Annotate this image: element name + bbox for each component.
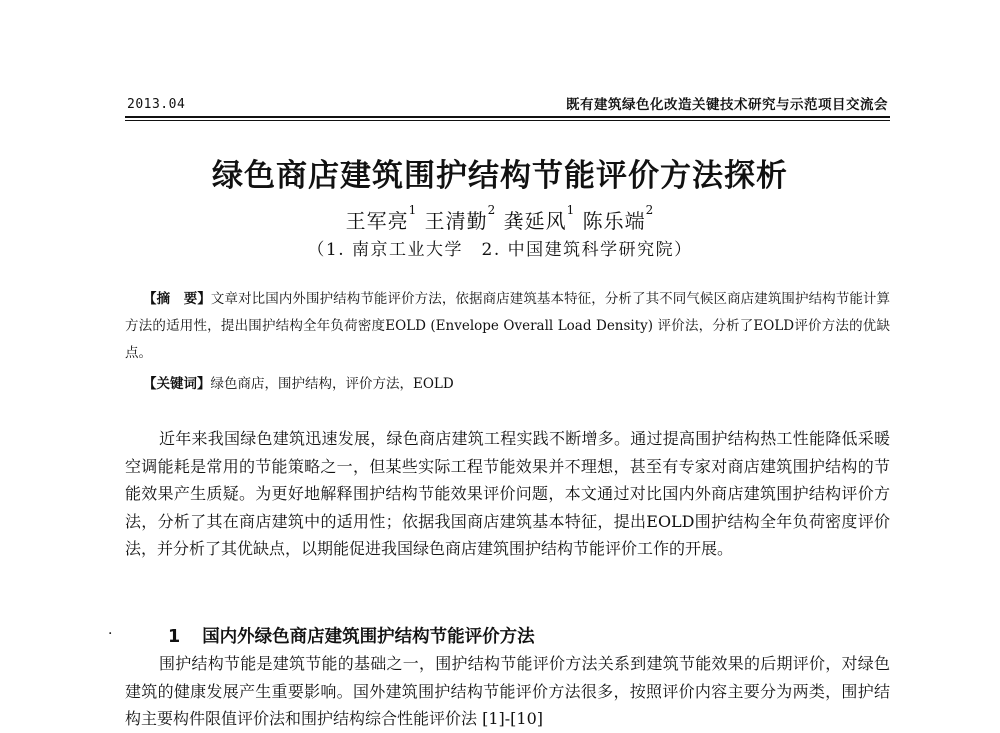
section-paragraph: 围护结构节能是建筑节能的基础之一，围护结构节能评价方法关系到建筑节能效果的后期评价，对绿色建筑的健康发展产生重要影响。国外建筑围护结构节能评价方法很多，按照评价内容主要分为两类，围护结构主要构件限值评价法和围护结构综合性能评价法 [1]-[10] — [125, 654, 890, 728]
abstract-label: 【摘 要】 — [143, 291, 211, 307]
author-affil-mark: 2 — [645, 203, 655, 217]
author-name: 龚延风 — [503, 209, 567, 233]
margin-bullet: · — [108, 626, 113, 642]
author-name: 王军亮 — [345, 209, 409, 233]
journal-date: 2013.04 — [127, 97, 186, 112]
author-affil-mark: 1 — [408, 203, 418, 217]
author-name: 陈乐端 — [582, 209, 646, 233]
intro-paragraph: 近年来我国绿色建筑迅速发展，绿色商店建筑工程实践不断增多。通过提高围护结构热工性能降低采暖空调能耗是常用的节能策略之一，但某些实际工程节能效果并不理想，甚至有专家对商店建筑围护结构的节能效果产生质疑。为更好地解释围护结构节能效果评价问题，本文通过对比国内外商店建筑围护结构评价方法，分析了其在商店建筑中的适用性；依据我国商店建筑基本特征，提出EOLD围护结构全年负荷密度评价法，并分析了其优缺点，以期能促进我国绿色商店建筑围护结构节能评价工作的开展。 — [125, 429, 890, 558]
section-title: 国内外绿色商店建筑围护结构节能评价方法 — [202, 627, 535, 647]
abstract — [125, 286, 890, 367]
paper-title: 绿色商店建筑围护结构节能评价方法探析 — [212, 158, 788, 194]
author-list — [0, 205, 1000, 234]
author-affil-mark: 2 — [487, 203, 497, 217]
section-number: 1 — [168, 627, 181, 647]
keywords — [143, 371, 890, 398]
abstract-text: 文章对比国内外围护结构节能评价方法，依据商店建筑基本特征，分析了其不同气候区商店建筑围护结构节能计算方法的适用性，提出围护结构全年负荷密度EOLD (Envelope Overall Load Density) 评价法，分析了EOLD评价方法的优缺点。 — [125, 291, 891, 361]
keywords-text: 绿色商店，围护结构，评价方法，EOLD — [210, 376, 454, 392]
journal-name: 既有建筑绿色化改造关键技术研究与示范项目交流会 — [566, 97, 888, 113]
keywords-label: 【关键词】 — [143, 376, 211, 392]
section-heading — [168, 623, 535, 648]
author-name: 王清勤 — [424, 209, 488, 233]
author-affil-mark: 1 — [566, 203, 576, 217]
header-rule-thick — [125, 116, 890, 118]
affiliation: （1. 南京工业大学 2. 中国建筑科学研究院） — [307, 240, 693, 260]
header-rule-thin — [125, 120, 890, 121]
